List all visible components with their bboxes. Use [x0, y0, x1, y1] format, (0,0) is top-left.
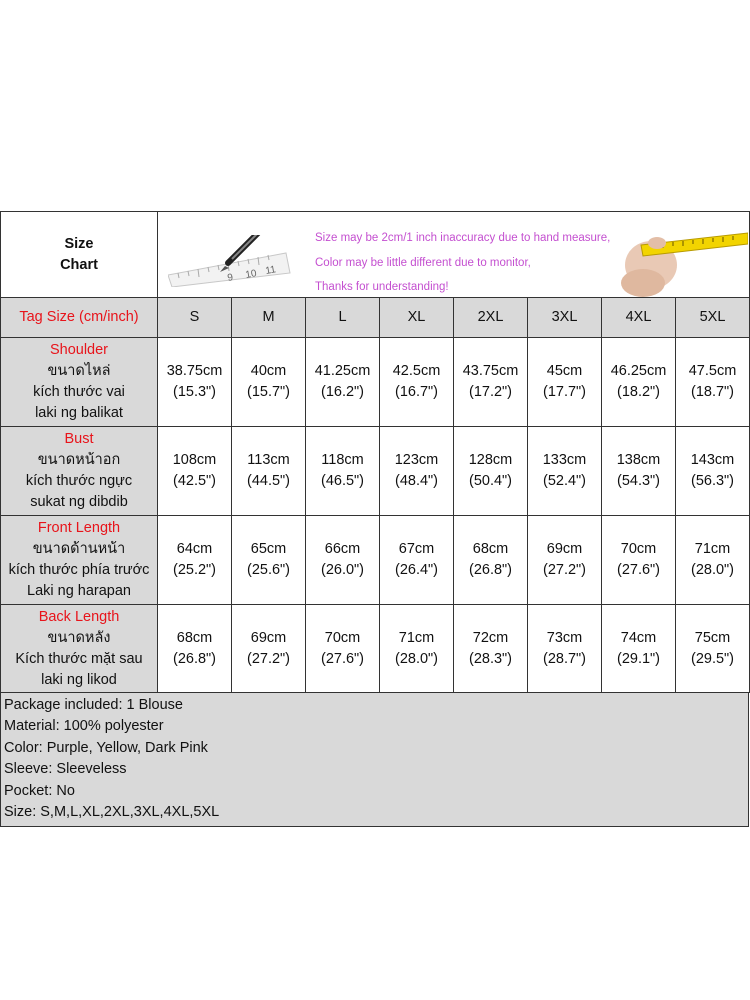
value-cm: 113cm	[247, 452, 290, 468]
value-inch: (56.3")	[690, 473, 735, 489]
info-material: Material: 100% polyester	[4, 718, 164, 735]
measurement-cell	[158, 338, 232, 427]
hand-tape-measure-icon	[613, 213, 748, 297]
measurement-cell	[306, 605, 380, 693]
value-cm: 47.5cm	[688, 363, 737, 379]
value-inch: (18.2")	[616, 384, 661, 400]
measurement-cell	[232, 338, 306, 427]
size-header-cell: M	[232, 298, 306, 338]
value-inch: (29.1")	[616, 650, 661, 667]
measurement-row	[1, 605, 750, 693]
measurement-translation: ขนาดด้านหน้า	[32, 541, 126, 557]
measurement-translation: kích thước vai	[33, 384, 125, 400]
value-inch: (28.7")	[542, 650, 587, 667]
measurement-cell	[676, 338, 750, 427]
info-pocket: Pocket: No	[4, 782, 75, 799]
note-thanks: Thanks for understanding!	[315, 280, 449, 293]
size-header-cell: 4XL	[602, 298, 676, 338]
value-inch: (52.4")	[542, 473, 587, 489]
value-cm: 74cm	[620, 629, 657, 646]
value-cm: 68cm	[472, 541, 509, 557]
banner	[158, 213, 749, 297]
value-cm: 108cm	[172, 452, 217, 468]
value-inch: (25.2")	[172, 562, 217, 578]
measurement-translation: ขนาดหน้าอก	[37, 452, 121, 468]
measurement-translation: ขนาดหลัง	[47, 629, 111, 646]
value-inch: (26.4")	[394, 562, 439, 578]
measurement-title: Back Length	[38, 608, 120, 625]
measurement-cell	[232, 605, 306, 693]
value-cm: 143cm	[690, 452, 735, 468]
value-cm: 45cm	[546, 363, 583, 379]
value-inch: (50.4")	[468, 473, 513, 489]
info-sleeve: Sleeve: Sleeveless	[4, 761, 127, 778]
value-inch: (26.0")	[320, 562, 365, 578]
value-cm: 123cm	[394, 452, 439, 468]
measurement-label	[1, 338, 158, 427]
measurement-translation: ขนาดไหล่	[47, 363, 111, 379]
measurement-translation: kích thước phía trước	[8, 562, 150, 578]
measurement-cell	[528, 605, 602, 693]
ruler-number: 10	[244, 267, 258, 281]
value-inch: (16.7")	[394, 384, 439, 400]
note-color: Color may be little different due to monitor,	[315, 256, 531, 269]
measurement-cell	[676, 605, 750, 693]
value-cm: 65cm	[250, 541, 287, 557]
banner-row	[1, 212, 750, 298]
value-cm: 128cm	[468, 452, 513, 468]
measurement-cell	[602, 338, 676, 427]
chart-title	[1, 212, 158, 298]
value-cm: 43.75cm	[462, 363, 519, 379]
value-cm: 70cm	[620, 541, 657, 557]
value-cm: 70cm	[324, 629, 361, 646]
measurement-label	[1, 516, 158, 605]
measurement-translation: kích thước ngực	[25, 473, 133, 489]
tag-size-label: Tag Size (cm/inch)	[1, 298, 158, 338]
measurement-cell	[306, 338, 380, 427]
value-cm: 118cm	[321, 452, 364, 468]
measurement-title: Shoulder	[49, 342, 109, 358]
product-info	[0, 693, 749, 827]
value-cm: 73cm	[546, 629, 583, 646]
measurement-cell	[380, 427, 454, 516]
value-cm: 46.25cm	[610, 363, 667, 379]
measurement-translation: Kích thước mặt sau	[15, 650, 143, 667]
value-cm: 69cm	[250, 629, 287, 646]
value-inch: (25.6")	[246, 562, 291, 578]
value-cm: 138cm	[616, 452, 661, 468]
value-cm: 68cm	[176, 629, 213, 646]
measurement-cell	[454, 516, 528, 605]
info-size: Size: S,M,L,XL,2XL,3XL,4XL,5XL	[4, 804, 220, 821]
value-cm: 42.5cm	[392, 363, 441, 379]
value-inch: (28.0")	[690, 562, 735, 578]
size-header-cell: 3XL	[528, 298, 602, 338]
measurement-cell	[158, 427, 232, 516]
measurement-title: Bust	[64, 431, 94, 447]
measurement-cell	[602, 605, 676, 693]
measurement-cell	[454, 605, 528, 693]
value-cm: 64cm	[176, 541, 213, 557]
measurement-cell	[676, 516, 750, 605]
value-cm: 75cm	[694, 629, 731, 646]
size-header-cell: XL	[380, 298, 454, 338]
value-inch: (42.5")	[172, 473, 217, 489]
ruler-number: 9	[226, 271, 234, 284]
value-inch: (15.7")	[246, 384, 291, 400]
title-line-1: Size	[64, 235, 94, 252]
info-color: Color: Purple, Yellow, Dark Pink	[4, 739, 208, 756]
value-cm: 38.75cm	[166, 363, 223, 379]
value-inch: (27.6")	[320, 650, 365, 667]
size-chart	[0, 211, 749, 827]
measurement-cell	[380, 516, 454, 605]
value-inch: (16.2")	[320, 384, 365, 400]
measurement-cell	[158, 605, 232, 693]
value-cm: 41.25cm	[314, 363, 371, 379]
measurement-translation: laki ng likod	[41, 671, 117, 688]
size-header-cell: 2XL	[454, 298, 528, 338]
value-cm: 67cm	[398, 541, 435, 557]
value-inch: (15.3")	[172, 384, 217, 400]
ruler-pencil-icon	[168, 235, 293, 287]
measurement-cell	[676, 427, 750, 516]
size-header-cell: S	[158, 298, 232, 338]
value-inch: (27.2")	[542, 562, 587, 578]
size-header-row	[1, 298, 750, 338]
value-cm: 72cm	[472, 629, 509, 646]
measurement-cell	[528, 427, 602, 516]
value-inch: (27.6")	[616, 562, 661, 578]
measurement-label	[1, 427, 158, 516]
value-inch: (28.3")	[468, 650, 513, 667]
banner-cell	[158, 212, 750, 298]
measurement-translation: Laki ng harapan	[27, 583, 131, 599]
measurement-title: Front Length	[37, 520, 121, 536]
size-header-cell: 5XL	[676, 298, 750, 338]
title-line-2: Chart	[60, 256, 98, 273]
ruler-number: 11	[264, 263, 277, 277]
measurement-row	[1, 427, 750, 516]
value-inch: (28.0")	[394, 650, 439, 667]
value-inch: (18.7")	[690, 384, 735, 400]
value-inch: (44.5")	[246, 473, 291, 489]
value-inch: (54.3")	[616, 473, 661, 489]
measurement-translation: laki ng balikat	[35, 405, 123, 421]
measurement-cell	[454, 338, 528, 427]
measurement-cell	[306, 516, 380, 605]
measurement-cell	[380, 605, 454, 693]
note-hand-measure: Size may be 2cm/1 inch inaccuracy due to hand measure,	[315, 231, 611, 244]
measurement-row	[1, 338, 750, 427]
value-cm: 71cm	[694, 541, 731, 557]
value-inch: (17.7")	[542, 384, 587, 400]
measurement-cell	[232, 516, 306, 605]
value-inch: (29.5")	[690, 650, 735, 667]
value-inch: (26.8")	[468, 562, 513, 578]
measurement-cell	[528, 338, 602, 427]
value-inch: (46.5")	[320, 473, 365, 489]
info-package: Package included: 1 Blouse	[4, 697, 183, 713]
value-cm: 69cm	[546, 541, 583, 557]
value-cm: 40cm	[250, 363, 287, 379]
measurement-cell	[306, 427, 380, 516]
value-cm: 133cm	[542, 452, 587, 468]
size-header-cell: L	[306, 298, 380, 338]
measurement-label	[1, 605, 158, 693]
measurement-cell	[380, 338, 454, 427]
value-cm: 66cm	[324, 541, 361, 557]
measurement-cell	[158, 516, 232, 605]
value-inch: (26.8")	[172, 650, 217, 667]
size-table	[0, 211, 750, 693]
value-inch: (27.2")	[246, 650, 291, 667]
measurement-cell	[454, 427, 528, 516]
value-cm: 71cm	[398, 629, 435, 646]
value-inch: (17.2")	[468, 384, 513, 400]
measurement-translation: sukat ng dibdib	[30, 494, 128, 510]
measurement-cell	[602, 516, 676, 605]
value-inch: (48.4")	[394, 473, 439, 489]
measurement-cell	[602, 427, 676, 516]
measurement-row	[1, 516, 750, 605]
measurement-cell	[232, 427, 306, 516]
measurement-cell	[528, 516, 602, 605]
